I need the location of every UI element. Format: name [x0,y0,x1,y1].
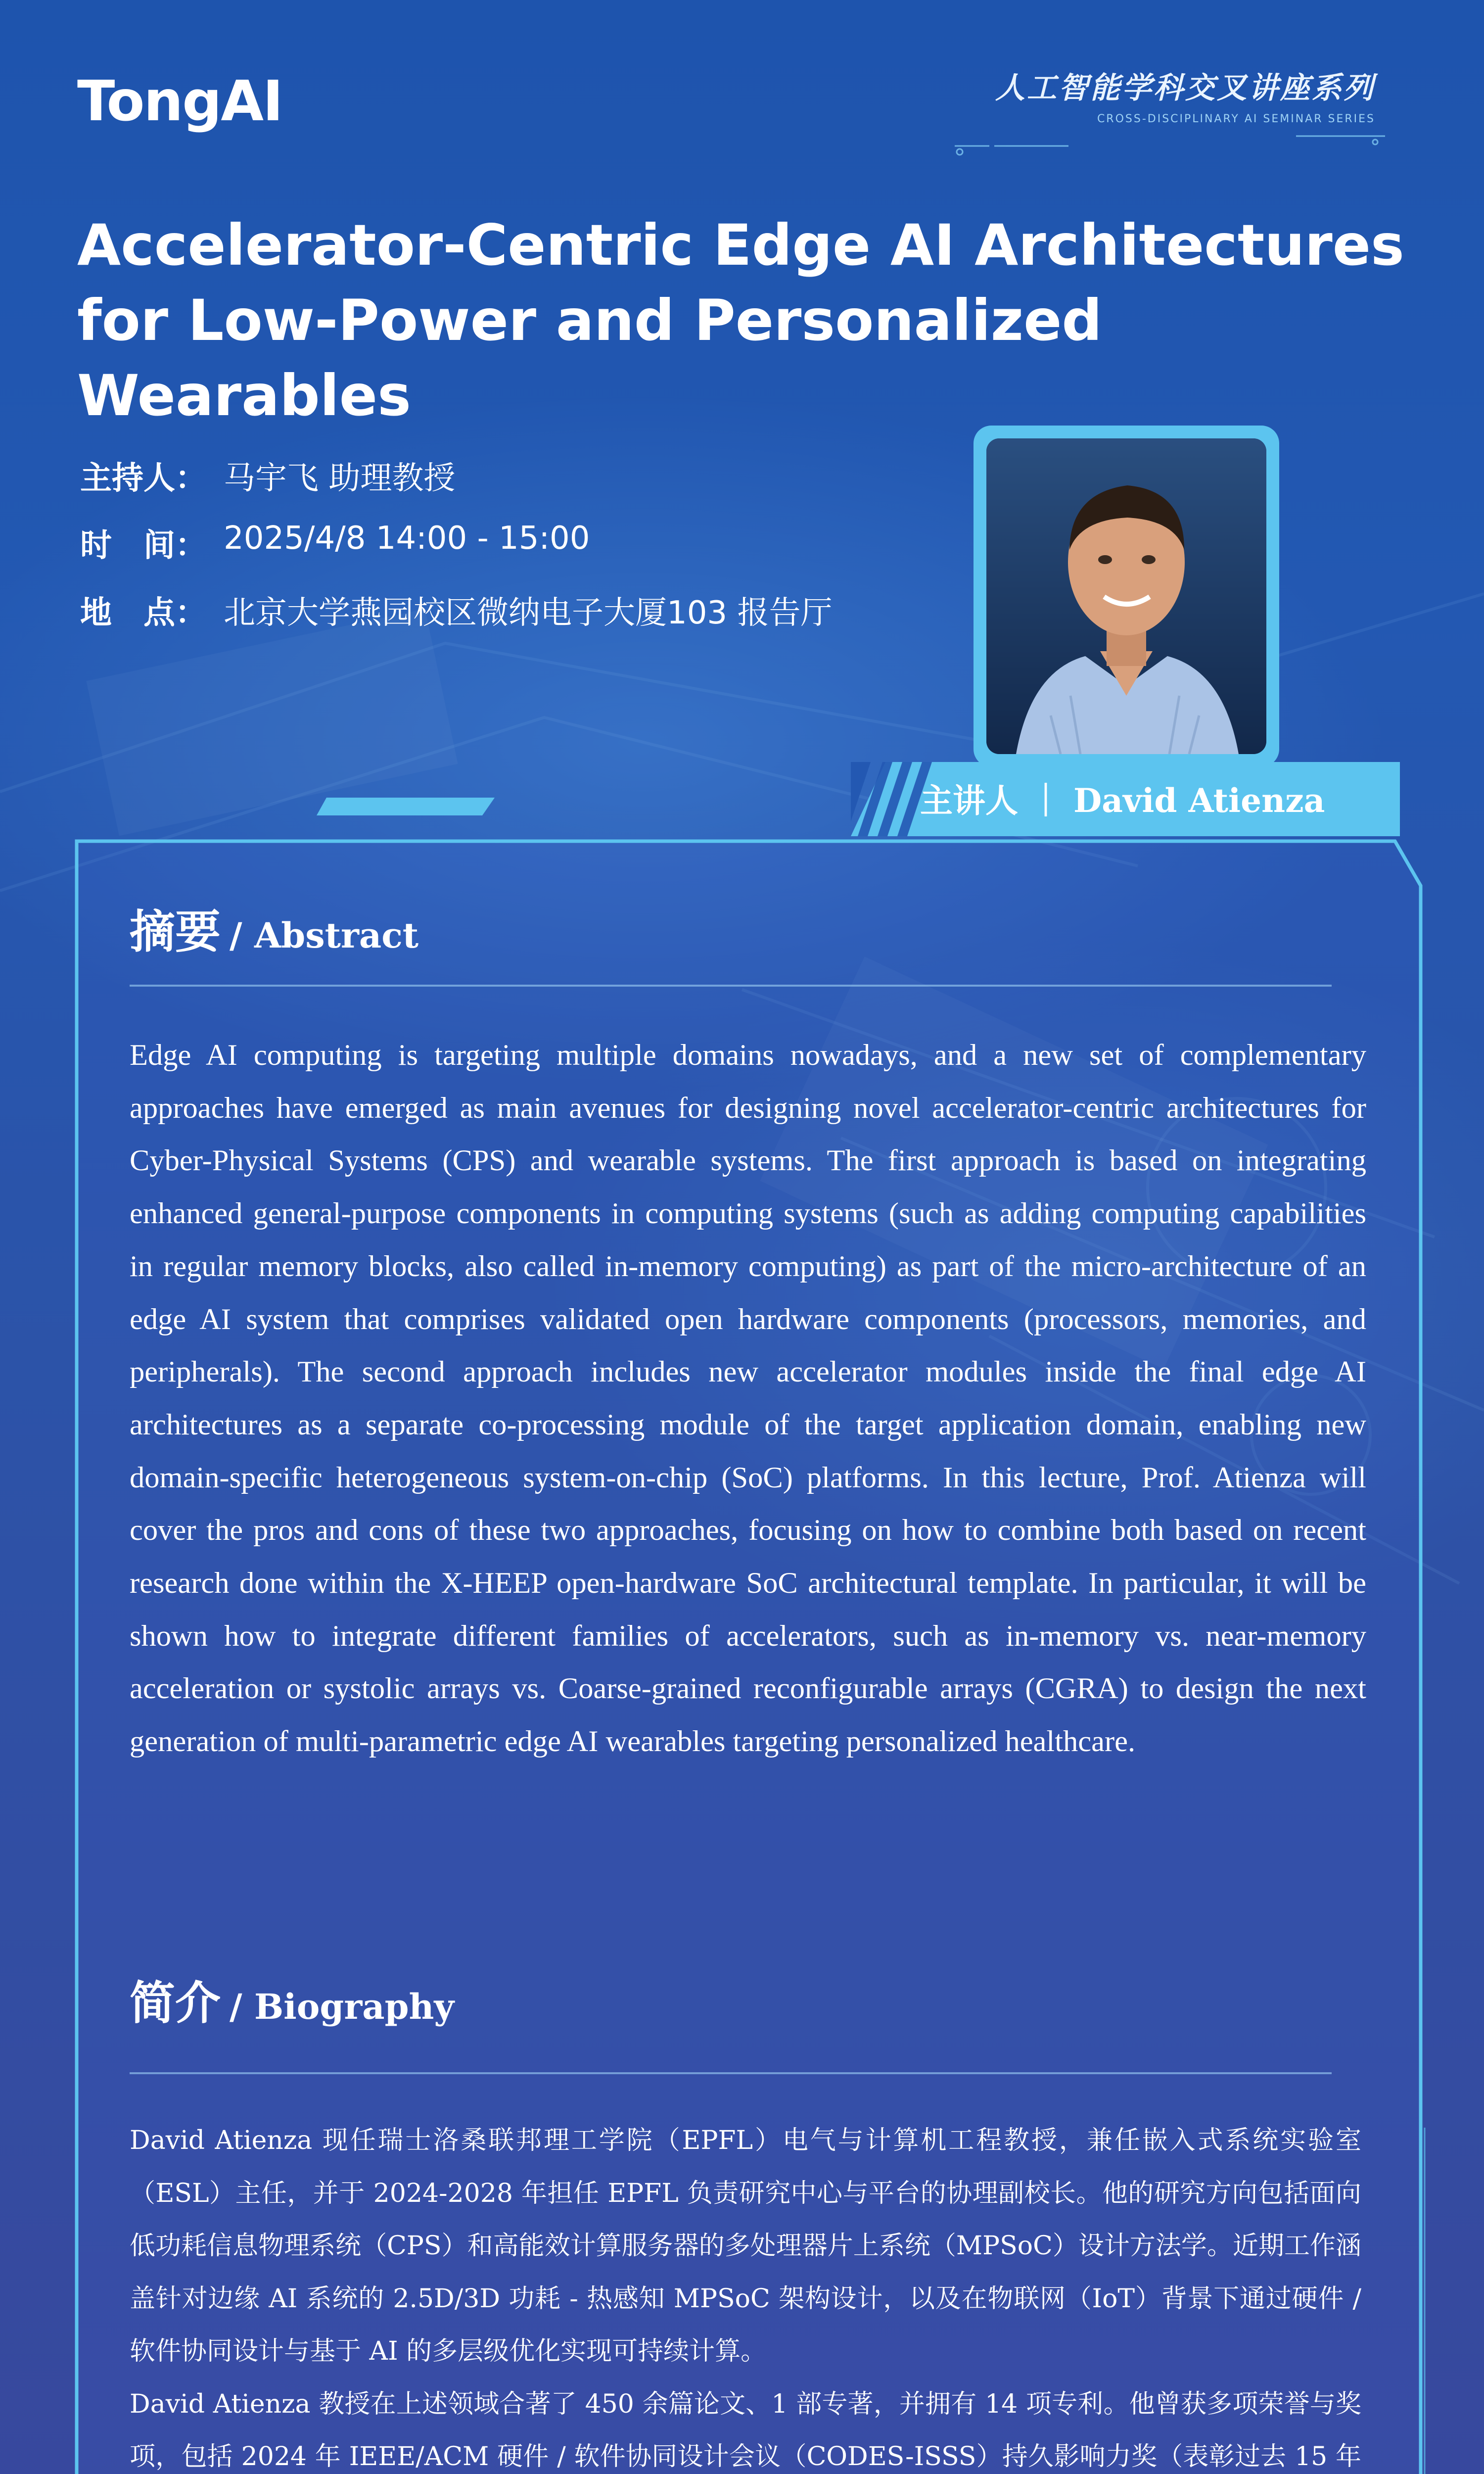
time-label: 时 间： [80,527,207,564]
biography-paragraph-1: David Atienza 现任瑞士洛桑联邦理工学院（EPFL）电气与计算机工程教授，兼任嵌入式系统实验室（ESL）主任，并于 2024-2028 年担任 EPFL 负责研究中心与平台的协理副校长。他的研究方向包括面向低功耗信息物理系统（CPS）和高能效计算服务器的多处理器片上系统（MPSoC）设计方法学。近期工作涵盖针对边缘 AI 系统的 2.5D/3D 功耗 - 热感知 MPSoC 架构设计，以及在物联网（IoT）背景下通过硬件 / 软件协同设计与基于 AI 的多层级优化实现可持续计算。 [130,2126,1361,2366]
speaker-role: 主讲人 [920,781,1018,820]
title-line-1: Accelerator-Centric Edge AI Architectures [77,212,1404,278]
series-title-en: CROSS-DISCIPLINARY AI SEMINAR SERIES [1097,113,1375,125]
host-label: 主持人： [80,460,207,497]
abstract-divider [130,985,1332,987]
biography-heading-cn: 简介 [130,1976,221,2030]
place-label: 地 点： [80,595,207,631]
abstract-body: Edge AI computing is targeting multiple domains nowadays, and a new set of complementary approaches have emerged as main avenues for designing novel accelerator-centric architectures for Cyber-Physical Systems (CPS) and wearable systems. The first approach is based on integrating enhanced general-purpose components in computing systems (such as adding computing capabilities in regular memory blocks, also called in-memory computing) as part of the micro-architecture of an edge AI system that comprises validated open hardware components (processors, memories, and peripherals). The second approach includes new accelerator modules inside the final edge AI architectures as a separate co-processing module of the target application domain, enabling new domain-specific heterogeneous system-on-chip (SoC) platforms. In this lecture, Prof. Atienza will cover the pros and cons of these two approaches, focusing on how to combine both based on recent research done within the X-HEEP open-hardware SoC architectural template. In particular, it will be shown how to integrate different families of accelerators, such as in-memory vs. near-memory acceleration or systolic arrays vs. Coarse-grained reconfigurable arrays (CGRA) to design the next generation of multi-parametric edge AI wearables targeting personalized healthcare. [130,1039,1366,1759]
host-value: 马宇飞 助理教授 [224,460,456,497]
biography-body [130,2114,1361,2474]
abstract-heading [130,896,418,961]
speaker-name: David Atienza [1073,781,1325,820]
speaker-separator: ｜ [1029,781,1062,820]
time-value: 2025/4/8 14:00 - 15:00 [224,520,590,557]
tongai-logo: TongAI [77,69,282,134]
biography-heading-en: / Biography [230,1986,455,2027]
abstract-heading-cn: 摘要 [130,905,221,958]
biography-heading [130,1967,454,2032]
abstract-heading-en: / Abstract [230,915,419,956]
place-value: 北京大学燕园校区微纳电子大厦103 报告厅 [224,595,833,631]
title-line-2: for Low-Power and Personalized Wearables [77,287,1102,428]
series-title-cn: 人工智能学科交叉讲座系列 [995,71,1375,105]
biography-paragraph-2: David Atienza 教授在上述领域合著了 450 余篇论文、1 部专著，并拥有 14 项专利。他曾获多项荣誉与奖项，包括 2024 年 IEEE/ACM 硬件 / 软件协同设计会议（CODES-ISSS）持久影响力奖（表彰过去 15 年 [130,2389,1361,2472]
biography-divider [130,2072,1332,2074]
